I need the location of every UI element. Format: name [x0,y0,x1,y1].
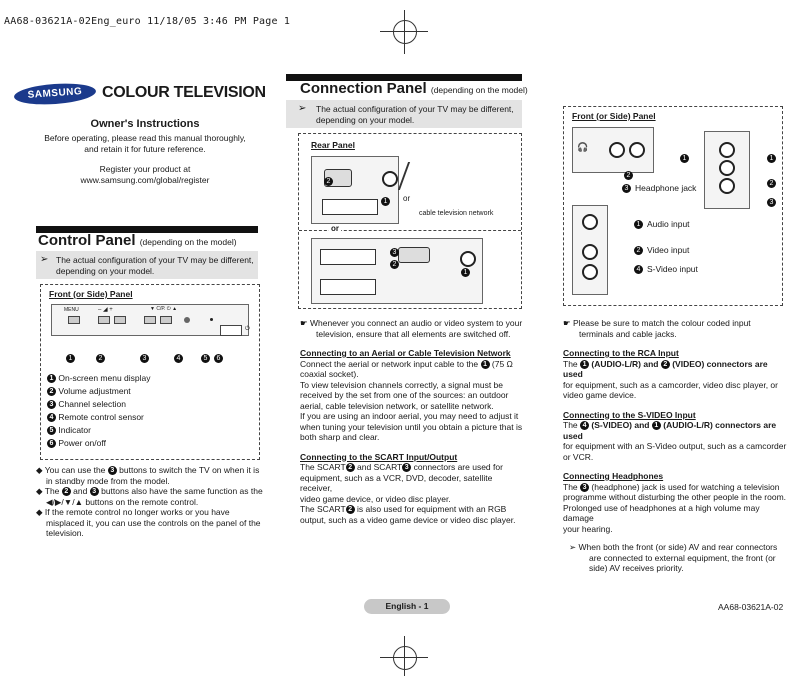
control-panel-heading [38,232,237,249]
scart-plug-icon-2 [398,247,430,263]
scart-text-3: video game device, or video disc player. [300,493,451,504]
scart-text-1: The SCART 2 and SCART 3 connectors are used for [300,462,503,472]
video-input-label: Video input [647,245,690,255]
rear-callout-3: 3 [390,248,399,257]
side-callout-3: 3 [622,184,631,193]
hand-pointer-icon: ☛ [300,318,308,328]
callout-5: 5 [201,354,210,363]
callout-2: 2 [96,354,105,363]
menu-label: MENU [64,307,79,313]
rear-callout-1: 1 [381,197,390,206]
scart-text-5: output, such as a video game device or video disc player. [300,514,516,525]
note-arrow-icon: ➢ [298,103,307,114]
rear-callout-1b: 1 [461,268,470,277]
hand-pointer-icon: ☛ [563,318,571,328]
connection-note-1: The actual configuration of your TV may be different, [316,104,514,114]
side-panel-box [563,106,783,306]
video-jack-icon [719,178,735,194]
aerial-text-5: aerial, cable television network, or satellite network. [300,400,494,411]
audio-input-jack-icon [582,214,598,230]
scart2-socket-icon [320,279,376,295]
legend-item-1: 1 On-screen menu display [47,373,151,386]
control-bullet-2: ◆ The 2 and 3 buttons also have the same function as the [36,486,263,496]
aerial-text-4: received by the set from one of the sources: an outdoor [300,390,509,400]
registration-line-top-v [404,10,405,54]
av-input-diagram [572,205,608,295]
headphones-heading: Connecting Headphones [563,471,664,481]
or-label-1: or [403,194,411,203]
rca-text-3: video game device. [563,390,637,400]
rear-callout-2: 2 [324,177,333,186]
side-callout-video: 2 [634,246,643,255]
aerial-text-2: coaxial socket). [300,369,359,379]
control-note-box [36,251,258,279]
side-callout-3b: 3 [767,198,776,207]
volume-label: – ◢ + [98,307,113,313]
side-callout-1b: 1 [767,154,776,163]
connection-panel-subtitle: (depending on the model) [430,85,528,95]
registration-line-bottom-v [404,636,405,676]
control-bullet-1: ◆ You can use the 3 buttons to switch the TV on when it is [36,465,260,475]
callout-3: 3 [140,354,149,363]
control-panel-subtitle: (depending on the model) [139,237,237,247]
front-panel-box [40,284,260,460]
priority-line-2: are connected to external equipment, the front (or [589,552,776,563]
rear-panel-title: Rear Panel [311,140,355,150]
audio-r-jack-icon [719,160,735,176]
scart-text-2: equipment, such as a VCR, DVD, decoder, satellite receiver, [300,472,493,493]
intro-line-1: Before operating, please read this manual thoroughly, [44,133,246,143]
volume-down-button[interactable] [98,316,110,324]
cable-network-label: cable television network [419,210,494,217]
page-number: English - 1 [364,599,450,614]
legend-item-6: 6 Power on/off [47,438,151,451]
channel-up-button[interactable] [160,316,172,324]
headphones-text-4: your hearing. [563,523,613,534]
aerial-text-6: If you are using an indoor aerial, you may need to adjust it [300,411,519,421]
side-av-diagram [704,131,750,209]
control-bullet-2-cont: ◀/▶/▼/▲ buttons on the remote control. [46,496,199,507]
control-note-1: The actual configuration of your TV may be different, [56,255,254,265]
channel-down-button[interactable] [144,316,156,324]
legend-item-2: 2 Volume adjustment [47,386,151,399]
svideo-input-label: S-Video input [647,264,698,274]
samsung-logo: SAMSUNG [13,81,96,107]
audio-jack-icon-2 [629,142,645,158]
aerial-jack-icon-2 [460,251,476,267]
audio-jack-icon [609,142,625,158]
intro-line-2: and retain it for future reference. [84,143,206,154]
menu-button[interactable] [68,316,80,324]
priority-line-1: ➢ When both the front (or side) AV and rear connectors [563,542,788,553]
side-callout-svideo: 4 [634,265,643,274]
aerial-text-7: when tuning your television until you obtain a picture that is [300,421,523,432]
control-bullet-1-cont: in standby mode from the model. [46,475,170,486]
aerial-text-3: To view television channels correctly, a signal must be [300,379,503,390]
side-panel-title: Front (or Side) Panel [572,111,656,121]
control-bullet-3: ◆ If the remote control no longer works or you have [36,507,230,517]
audio-l-jack-icon [719,142,735,158]
control-panel-diagram [51,304,249,336]
owners-title: Owner's Instructions [90,118,200,130]
rca-text-1: The 1 (AUDIO-L/R) and 2 (VIDEO) connectors are used [563,358,768,379]
rear-callout-2b: 2 [390,260,399,269]
svideo-text-1: The 4 (S-VIDEO) and 1 (AUDIO-L/R) connectors are used [563,420,777,441]
audio-input-label: Audio input [647,219,690,229]
power-button[interactable] [220,325,242,336]
headphones-text-3: Prolonged use of headphones at a high volume may damage [563,502,760,523]
rca-heading: Connecting to the RCA Input [563,348,679,358]
svideo-input-jack-icon [582,264,598,280]
or-label-2: or [331,224,339,233]
warning-line-2: television, ensure that all elements are switched off. [316,328,511,339]
legend-item-5: 5 Indicator [47,425,151,438]
connection-panel-heading [300,80,528,97]
control-bullet-3-cont2: television. [46,528,84,538]
rca-text-2: for equipment, such as a camcorder, video disc player, or [563,379,778,390]
callout-6: 6 [214,354,223,363]
scart-text-4: The SCART 2 is also used for equipment with an RGB [300,504,507,514]
note-arrow-icon: ➢ [569,542,577,552]
headphone-panel-diagram [572,127,654,173]
svideo-text-3: or VCR. [563,451,594,462]
side-callout-audio: 1 [634,220,643,229]
headphones-text-2: programme without disturbing the other people in the room. [563,492,787,502]
aerial-heading: Connecting to an Aerial or Cable Television Network [300,348,511,358]
remote-sensor [184,317,190,323]
rear-panel-box [298,133,522,309]
connection-note-box [286,100,522,128]
connection-note-2: depending on your model. [316,114,415,125]
aerial-antenna-icon [398,162,430,190]
callout-1: 1 [66,354,75,363]
priority-line-3: side) AV receives priority. [589,563,684,573]
side-callout-1: 1 [680,154,689,163]
aerial-jack-icon [382,171,398,187]
video-input-jack-icon [582,244,598,260]
rear-panel-diagram-top [311,156,399,224]
print-slug: AA68-03621A-02Eng_euro 11/18/05 3:46 PM Page 1 [4,16,291,27]
svideo-text-2: for equipment with an S-Video output, such as a camcorder [563,441,787,451]
register-url: www.samsung.com/global/register [80,174,210,185]
control-note-2: depending on your model. [56,265,155,276]
legend-item-4: 4 Remote control sensor [47,412,151,425]
register-line-1: Register your product at [99,164,191,174]
scart1-socket-icon [320,249,376,265]
control-panel-title: Control Panel [38,232,136,249]
warning-line-1: ☛ Whenever you connect an audio or video system to your [300,318,523,328]
scart-heading: Connecting to the SCART Input/Output [300,451,458,462]
tip-line-1: ☛ Please be sure to match the colour coded input [563,318,751,328]
aerial-text-1: Connect the aerial or network input cable to the 1 (75 Ω [300,358,513,369]
volume-up-button[interactable] [114,316,126,324]
product-title: COLOUR TELEVISION [102,84,266,101]
control-bullet-3-cont: misplaced it, you can use the controls on the panel of the [46,517,261,528]
headphone-icon: 🎧 [577,142,589,152]
callout-4: 4 [174,354,183,363]
headphones-text-1: The 3 (headphone) jack is used for watching a television [563,481,780,492]
channel-label: ▼ C/P. ⏻ ▲ [150,306,178,312]
registration-mark-top [393,20,417,44]
scart-socket-icon [322,199,378,215]
svideo-heading: Connecting to the S-VIDEO Input [563,409,696,420]
front-panel-title: Front (or Side) Panel [49,289,133,299]
side-callout-2: 2 [624,171,633,180]
registration-mark-bottom [393,646,417,670]
aerial-text-8: both sharp and clear. [300,432,380,442]
tip-line-2: terminals and cable jacks. [579,328,677,339]
headphone-jack-label: Headphone jack [635,183,697,193]
legend-item-3: 3 Channel selection [47,399,151,412]
side-callout-2b: 2 [767,179,776,188]
document-code: AA68-03621A-02 [718,602,784,612]
power-icon: ⏻ [245,326,250,332]
note-arrow-icon: ➢ [40,254,49,265]
indicator-light [210,318,213,321]
connection-panel-title: Connection Panel [300,80,427,97]
